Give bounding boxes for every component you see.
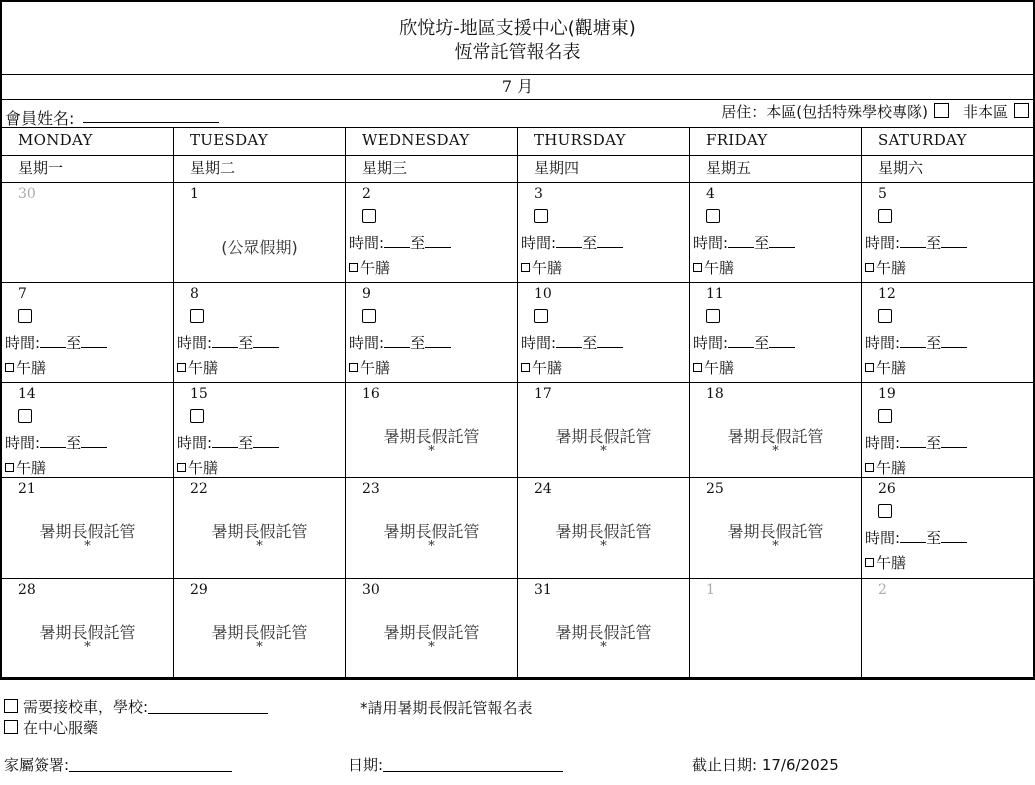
summer-care-star: * (600, 539, 607, 554)
day-cell (518, 477, 690, 578)
time-to-field[interactable] (253, 347, 279, 348)
residence-local-label: 居住：本區(包括特殊學校專隊) (721, 103, 928, 121)
day-number: 31 (534, 582, 552, 598)
time-to-field[interactable] (597, 347, 623, 348)
day-number: 23 (362, 481, 380, 497)
lunch-label: 午膳 (876, 259, 907, 277)
lunch-option (5, 457, 46, 478)
time-from-field[interactable] (900, 447, 926, 448)
summer-care-note: 暑期長假託管 (211, 623, 308, 642)
summer-care-note: 暑期長假託管 (555, 427, 652, 446)
lunch-checkbox[interactable] (865, 263, 874, 272)
time-from-field[interactable] (556, 247, 582, 248)
day-number: 22 (190, 481, 208, 497)
day-cell (518, 578, 690, 679)
residence-nonlocal-label: 非本區 (962, 103, 1008, 121)
time-to-field[interactable] (941, 347, 967, 348)
day-checkbox[interactable] (362, 309, 376, 323)
lunch-option (177, 457, 218, 478)
time-to-field[interactable] (425, 247, 451, 248)
day-cell (346, 382, 518, 477)
lunch-option (865, 457, 906, 478)
time-from-field[interactable] (900, 347, 926, 348)
center-name: 欣悅坊-地區支援中心(觀塘東) (399, 18, 636, 39)
summer-care-note: 暑期長假託管 (383, 623, 480, 642)
lunch-option (693, 257, 734, 278)
lunch-option (865, 357, 906, 378)
time-field (693, 332, 795, 353)
time-to-label: 至 (582, 334, 598, 352)
lunch-option (349, 357, 390, 378)
holiday-note: (公眾假期) (221, 238, 298, 257)
lunch-label: 午膳 (188, 459, 219, 477)
day-number: 12 (878, 286, 896, 302)
weekday-zh-5: 星期六 (878, 159, 924, 177)
signature-field[interactable] (69, 771, 232, 772)
day-checkbox[interactable] (878, 504, 892, 518)
time-label: 時間: (865, 334, 901, 352)
day-cell (862, 382, 1033, 477)
lunch-checkbox[interactable] (349, 363, 358, 372)
summer-care-note: 暑期長假託管 (383, 427, 480, 446)
day-cell (518, 282, 690, 382)
summer-care-star: * (772, 539, 779, 554)
time-from-field[interactable] (40, 447, 66, 448)
day-checkbox[interactable] (190, 409, 204, 423)
month-label: 7 月 (2, 74, 1033, 100)
time-to-label: 至 (926, 529, 942, 547)
weekday-zh-2: 星期三 (346, 155, 518, 182)
day-cell (2, 578, 174, 679)
day-number: 10 (534, 286, 552, 302)
time-label: 時間: (521, 334, 557, 352)
lunch-checkbox[interactable] (5, 363, 14, 372)
lunch-label: 午膳 (360, 259, 391, 277)
day-number: 28 (18, 582, 36, 598)
weekday-en-5: SATURDAY (878, 131, 967, 149)
member-row (2, 99, 1033, 128)
day-number: 14 (18, 386, 36, 402)
date-row (348, 754, 563, 775)
day-checkbox[interactable] (706, 309, 720, 323)
residence-options (721, 101, 1029, 122)
time-label: 時間: (865, 529, 901, 547)
day-cell (346, 477, 518, 578)
day-number: 4 (706, 186, 715, 202)
time-to-field[interactable] (81, 447, 107, 448)
lunch-option (5, 357, 46, 378)
time-to-field[interactable] (253, 447, 279, 448)
day-number: 1 (190, 186, 199, 202)
lunch-checkbox[interactable] (865, 463, 874, 472)
day-cell (690, 382, 862, 477)
day-checkbox[interactable] (878, 409, 892, 423)
week-row (2, 578, 1033, 679)
weekday-zh-1: 星期二 (174, 155, 346, 182)
weekday-en-0: MONDAY (2, 127, 174, 155)
lunch-checkbox[interactable] (693, 263, 702, 272)
lunch-option (177, 357, 218, 378)
lunch-checkbox[interactable] (693, 363, 702, 372)
time-to-label: 至 (754, 334, 770, 352)
time-to-label: 至 (926, 434, 942, 452)
time-to-field[interactable] (941, 542, 967, 543)
lunch-label: 午膳 (876, 554, 907, 572)
time-label: 時間: (865, 234, 901, 252)
day-number: 3 (534, 186, 543, 202)
time-label: 時間: (349, 234, 385, 252)
summer-care-note: 暑期長假託管 (555, 522, 652, 541)
lunch-checkbox[interactable] (177, 463, 186, 472)
day-number: 5 (878, 186, 887, 202)
weekday-en-2: WEDNESDAY (346, 127, 518, 155)
time-field (521, 332, 623, 353)
day-number: 16 (362, 386, 380, 402)
week-row (2, 382, 1033, 478)
summer-note: *請用暑期長假託管報名表 (360, 699, 533, 717)
summer-care-star: * (84, 640, 91, 655)
residence-local-checkbox[interactable] (934, 103, 949, 118)
time-field (865, 332, 967, 353)
day-cell (2, 382, 174, 477)
weekday-zh-4: 星期五 (690, 155, 862, 182)
title-block (2, 2, 1033, 75)
day-cell (2, 182, 174, 282)
lunch-checkbox[interactable] (5, 463, 14, 472)
time-field (865, 232, 967, 253)
lunch-option (693, 357, 734, 378)
day-number: 30 (18, 186, 36, 202)
time-label: 時間: (349, 334, 385, 352)
weekday-en-3: THURSDAY (518, 127, 690, 155)
medicine-checkbox[interactable] (4, 720, 18, 734)
time-from-field[interactable] (212, 347, 238, 348)
time-to-label: 至 (926, 334, 942, 352)
summer-care-note: 暑期長假託管 (39, 623, 136, 642)
school-bus-checkbox[interactable] (4, 699, 18, 713)
summer-care-star: * (428, 640, 435, 655)
day-number: 19 (878, 386, 896, 402)
day-checkbox[interactable] (18, 409, 32, 423)
summer-care-note: 暑期長假託管 (727, 522, 824, 541)
time-to-label: 至 (238, 334, 254, 352)
day-number: 8 (190, 286, 199, 302)
weekday-en-row (2, 127, 1033, 156)
time-to-field[interactable] (597, 247, 623, 248)
deadline: 截止日期: 17/6/2025 (692, 756, 839, 774)
day-checkbox[interactable] (18, 309, 32, 323)
weekday-en-4: FRIDAY (690, 127, 862, 155)
lunch-option (349, 257, 390, 278)
summer-care-star: * (600, 444, 607, 459)
member-name-field[interactable] (83, 122, 219, 123)
time-to-label: 至 (66, 334, 82, 352)
day-cell (690, 182, 862, 282)
day-cell (346, 182, 518, 282)
day-checkbox[interactable] (706, 209, 720, 223)
time-to-label: 至 (410, 334, 426, 352)
day-cell (518, 182, 690, 282)
day-cell (690, 477, 862, 578)
time-from-field[interactable] (900, 542, 926, 543)
time-label: 時間: (5, 334, 41, 352)
weekday-zh-row (2, 155, 1033, 183)
time-to-field[interactable] (769, 247, 795, 248)
footer (0, 680, 1035, 785)
lunch-checkbox[interactable] (349, 263, 358, 272)
week-row (2, 477, 1033, 579)
time-field (5, 432, 107, 453)
time-field (865, 432, 967, 453)
day-cell (518, 382, 690, 477)
time-field (521, 232, 623, 253)
time-to-field[interactable] (941, 247, 967, 248)
day-checkbox[interactable] (534, 209, 548, 223)
weekday-zh-0: 星期一 (2, 155, 174, 182)
time-to-label: 至 (66, 434, 82, 452)
day-number: 24 (534, 481, 552, 497)
form-title: 恆常託管報名表 (454, 42, 581, 63)
lunch-label: 午膳 (704, 359, 735, 377)
day-cell (2, 477, 174, 578)
time-label: 時間: (865, 434, 901, 452)
day-number: 1 (706, 582, 715, 598)
day-cell (174, 578, 346, 679)
week-row (2, 182, 1033, 283)
summer-care-star: * (256, 640, 263, 655)
day-number: 9 (362, 286, 371, 302)
time-to-field[interactable] (941, 447, 967, 448)
summer-care-note: 暑期長假託管 (727, 427, 824, 446)
time-label: 時間: (177, 434, 213, 452)
medicine-option (4, 717, 98, 738)
time-from-field[interactable] (728, 347, 754, 348)
summer-care-star: * (600, 640, 607, 655)
school-bus-label: 需要接校車，學校: (23, 698, 149, 716)
time-label: 時間: (693, 334, 729, 352)
week-row (2, 282, 1033, 383)
time-field (349, 332, 451, 353)
day-cell (690, 578, 862, 679)
signature-label: 家屬簽署: (4, 756, 70, 774)
day-number: 29 (190, 582, 208, 598)
day-checkbox[interactable] (534, 309, 548, 323)
day-checkbox[interactable] (878, 209, 892, 223)
day-cell (174, 477, 346, 578)
lunch-label: 午膳 (876, 459, 907, 477)
summer-care-star: * (256, 539, 263, 554)
summer-care-star: * (428, 539, 435, 554)
summer-care-star: * (772, 444, 779, 459)
day-cell (174, 382, 346, 477)
time-field (349, 232, 451, 253)
time-label: 時間: (521, 234, 557, 252)
day-cell (346, 578, 518, 679)
lunch-label: 午膳 (16, 459, 47, 477)
day-checkbox[interactable] (362, 209, 376, 223)
day-number: 2 (362, 186, 371, 202)
medicine-label: 在中心服藥 (23, 719, 99, 737)
lunch-option (521, 257, 562, 278)
day-cell (862, 578, 1033, 679)
lunch-checkbox[interactable] (177, 363, 186, 372)
time-field (865, 527, 967, 548)
lunch-label: 午膳 (360, 359, 391, 377)
lunch-checkbox[interactable] (865, 558, 874, 567)
day-checkbox[interactable] (878, 309, 892, 323)
day-number: 17 (534, 386, 552, 402)
time-to-field[interactable] (81, 347, 107, 348)
summer-care-star: * (428, 444, 435, 459)
day-cell (862, 477, 1033, 578)
day-number: 15 (190, 386, 208, 402)
lunch-checkbox[interactable] (521, 263, 530, 272)
lunch-label: 午膳 (16, 359, 47, 377)
day-number: 18 (706, 386, 724, 402)
time-from-field[interactable] (384, 347, 410, 348)
day-cell (174, 282, 346, 382)
day-number: 26 (878, 481, 896, 497)
residence-nonlocal-checkbox[interactable] (1014, 103, 1029, 118)
school-name-field[interactable] (148, 713, 268, 714)
summer-care-note: 暑期長假託管 (383, 522, 480, 541)
day-cell (690, 282, 862, 382)
date-field[interactable] (383, 771, 563, 772)
day-number: 7 (18, 286, 27, 302)
summer-care-star: * (84, 539, 91, 554)
lunch-option (521, 357, 562, 378)
summer-care-note: 暑期長假託管 (555, 623, 652, 642)
day-cell (862, 282, 1033, 382)
lunch-option (865, 552, 906, 573)
time-to-label: 至 (582, 234, 598, 252)
school-bus-option (4, 696, 268, 717)
day-cell (174, 182, 346, 282)
time-from-field[interactable] (900, 247, 926, 248)
time-field (177, 332, 279, 353)
day-number: 11 (706, 286, 724, 302)
day-number: 2 (878, 582, 887, 598)
signature-row (4, 754, 232, 775)
time-from-field[interactable] (384, 247, 410, 248)
member-name-label: 會員姓名: (5, 109, 75, 128)
lunch-label: 午膳 (876, 359, 907, 377)
time-to-field[interactable] (425, 347, 451, 348)
day-cell (346, 282, 518, 382)
lunch-checkbox[interactable] (865, 363, 874, 372)
time-to-label: 至 (754, 234, 770, 252)
lunch-checkbox[interactable] (521, 363, 530, 372)
day-checkbox[interactable] (190, 309, 204, 323)
day-cell (2, 282, 174, 382)
weekday-zh-3: 星期四 (518, 155, 690, 182)
day-number: 21 (18, 481, 36, 497)
summer-care-note: 暑期長假託管 (39, 522, 136, 541)
time-from-field[interactable] (728, 247, 754, 248)
time-field (177, 432, 279, 453)
time-label: 時間: (177, 334, 213, 352)
day-cell (862, 182, 1033, 282)
time-from-field[interactable] (40, 347, 66, 348)
time-field (5, 332, 107, 353)
time-label: 時間: (5, 434, 41, 452)
lunch-label: 午膳 (532, 359, 563, 377)
time-to-label: 至 (410, 234, 426, 252)
time-field (693, 232, 795, 253)
weekday-en-1: TUESDAY (174, 127, 346, 155)
day-number: 30 (362, 582, 380, 598)
lunch-label: 午膳 (188, 359, 219, 377)
day-number: 25 (706, 481, 724, 497)
time-from-field[interactable] (212, 447, 238, 448)
lunch-option (865, 257, 906, 278)
time-to-field[interactable] (769, 347, 795, 348)
time-to-label: 至 (238, 434, 254, 452)
summer-care-note: 暑期長假託管 (211, 522, 308, 541)
lunch-label: 午膳 (532, 259, 563, 277)
date-label: 日期: (348, 756, 384, 774)
time-to-label: 至 (926, 234, 942, 252)
lunch-label: 午膳 (704, 259, 735, 277)
time-from-field[interactable] (556, 347, 582, 348)
time-label: 時間: (693, 234, 729, 252)
